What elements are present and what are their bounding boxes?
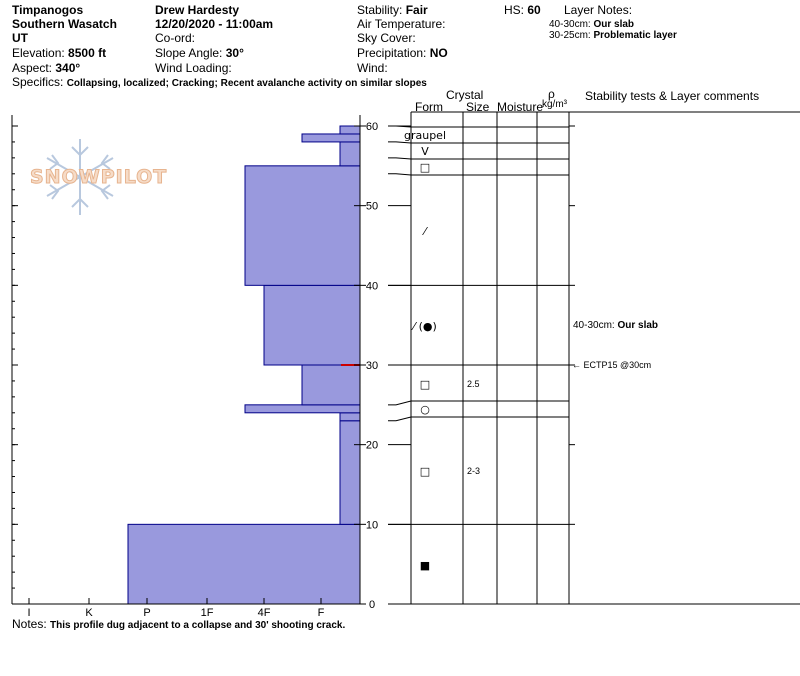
layer-note-range: 30-25cm: — [549, 30, 591, 41]
precipitation-label: Precipitation: — [357, 46, 427, 60]
notes-label: Notes: — [12, 617, 47, 631]
specifics-label: Specifics: — [12, 75, 64, 89]
observation-datetime: 12/20/2020 - 11:00am — [155, 17, 274, 31]
layer-connector — [388, 417, 411, 421]
layer-table — [388, 112, 800, 604]
hardness-bar — [340, 142, 360, 166]
location-name: Timpanogos — [12, 3, 84, 17]
crystal-header: Crystal — [446, 88, 484, 102]
layer-comment: 40-30cm: Our slab — [573, 320, 659, 332]
hardness-bar — [128, 524, 360, 604]
hardness-bar — [340, 126, 360, 134]
layer-connector — [388, 174, 411, 175]
hardness-bars — [128, 126, 360, 604]
hardness-bar — [340, 413, 360, 421]
layer-connector — [388, 142, 411, 143]
stability-label: Stability: — [357, 3, 403, 17]
x-tick-label: K — [85, 607, 93, 619]
snowpilot-logo-text: SNOWPILOT — [30, 166, 168, 188]
grain-form-symbol: ⁄ (●) — [413, 320, 437, 333]
layer-comment-text: Our slab — [617, 320, 659, 332]
specifics-value: Collapsing, localized; Cracking; Recent avalanche activity on similar slopes — [66, 78, 427, 89]
density-unit: kg/m³ — [542, 99, 567, 110]
hardness-bar — [302, 365, 360, 405]
stability-test-comment: ← ECTP15 @30cm — [572, 360, 652, 370]
snow-height-value: 60 — [527, 3, 541, 17]
coord-label: Co-ord: — [155, 31, 196, 45]
slope-angle-label: Slope Angle: — [155, 46, 223, 60]
y-tick-label: 0 — [368, 599, 376, 611]
wind-label: Wind: — [357, 61, 388, 75]
layer-note-text: Our slab — [593, 19, 635, 30]
size-header: Size — [466, 100, 490, 114]
x-tick-label: 1F — [200, 607, 214, 619]
layer-connector — [388, 401, 411, 405]
y-tick-label: 50 — [365, 200, 379, 213]
grain-form-symbol: graupel — [403, 129, 447, 142]
form-header: Form — [415, 100, 443, 114]
snow-height-label: HS: — [504, 3, 525, 17]
slope-angle-value: 30° — [225, 46, 244, 60]
notes-field — [12, 617, 345, 632]
precipitation-value: NO — [429, 46, 448, 60]
y-tick-label: 30 — [365, 360, 379, 372]
density-symbol: ρ — [548, 87, 555, 101]
elevation-label: Elevation: — [12, 46, 65, 60]
hardness-bar — [245, 405, 360, 413]
y-tick-label: 10 — [365, 519, 379, 532]
observer-name: Drew Hardesty — [155, 3, 240, 17]
layer-notes-title: Layer Notes: — [564, 3, 633, 17]
layer-connector — [388, 158, 411, 159]
aspect-value: 340° — [55, 61, 81, 75]
comments-header: Stability tests & Layer comments — [585, 89, 760, 103]
aspect-label: Aspect: — [12, 61, 53, 75]
grain-form-symbol: ⁄ — [424, 225, 426, 238]
layer-note-text: Problematic layer — [593, 30, 677, 41]
grain-form-symbol: V — [421, 145, 429, 158]
elevation-value: 8500 ft — [68, 46, 107, 60]
y-tick-label: 60 — [365, 121, 379, 133]
air-temperature-label: Air Temperature: — [357, 17, 446, 31]
sky-cover-label: Sky Cover: — [357, 31, 416, 45]
grain-form-symbol: ■ — [419, 559, 431, 572]
x-tick-label: P — [143, 607, 151, 619]
grain-form-symbol: □ — [419, 378, 431, 391]
notes-value: This profile dug adjacent to a collapse and 30' shooting crack. — [50, 620, 346, 631]
hardness-bar — [264, 285, 360, 365]
mountain-range: Southern Wasatch — [12, 17, 117, 31]
grain-form-symbol: □ — [419, 161, 431, 174]
grain-form-symbol: ○ — [420, 403, 430, 416]
y-tick-label: 20 — [365, 439, 379, 452]
x-tick-label: I — [27, 607, 31, 619]
hardness-bar — [302, 134, 360, 142]
x-tick-label: F — [317, 607, 325, 619]
grain-size: 2.5 — [467, 379, 480, 389]
y-tick-label: 40 — [365, 280, 379, 293]
grain-size: 2-3 — [467, 466, 481, 476]
layer-note-range: 40-30cm: — [549, 19, 591, 30]
state: UT — [12, 31, 28, 45]
x-tick-label: 4F — [257, 607, 271, 619]
grain-form-symbol: □ — [419, 465, 431, 478]
hardness-bar — [245, 166, 360, 285]
moisture-header: Moisture — [497, 100, 544, 114]
wind-loading-label: Wind Loading: — [155, 61, 232, 75]
hardness-bar — [340, 421, 360, 525]
stability-value: Fair — [405, 3, 428, 17]
